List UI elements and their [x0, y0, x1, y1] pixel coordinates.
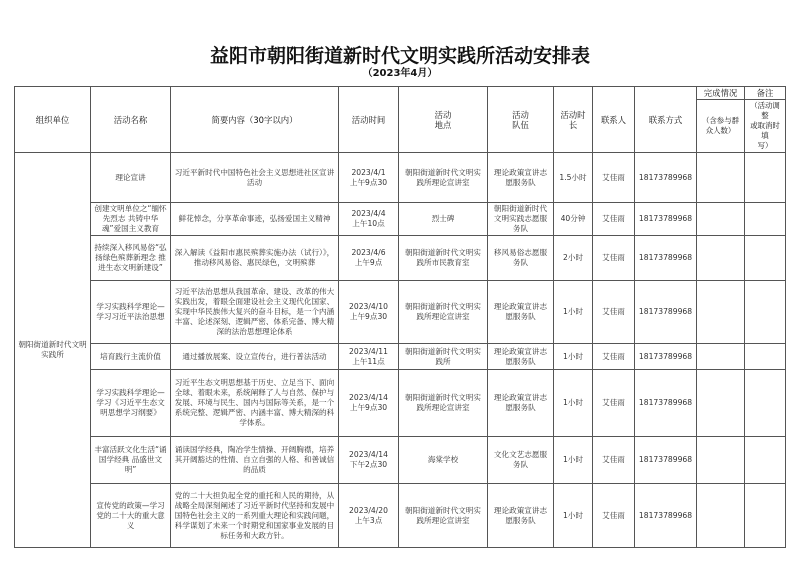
remarks: [745, 370, 786, 437]
activity-phone: 18173789968: [635, 203, 697, 236]
activity-contact: 艾佳雨: [593, 344, 635, 370]
activity-place: 朝阳街道新时代文明实践所理论宣讲室: [399, 153, 488, 203]
activity-team: 理论政策宣讲志愿服务队: [488, 370, 554, 437]
activity-phone: 18173789968: [635, 437, 697, 484]
activity-name: 学习实践科学理论—学习习近平法治思想: [91, 281, 171, 344]
activity-team: 朝阳街道新时代文明实践志愿服务队: [488, 203, 554, 236]
activity-duration: 1小时: [554, 370, 593, 437]
header-duration: 活动时 长: [554, 87, 593, 153]
activity-name: 宣传党的政策—学习党的二十大的重大意义: [91, 484, 171, 548]
completion-status: [697, 281, 745, 344]
header-status-sub: （含参与群 众人数）: [697, 100, 745, 153]
activity-name: 学习实践科学理论—学习《习近平生态文明思想学习纲要》: [91, 370, 171, 437]
activity-time: 2023/4/14 下午2点30: [339, 437, 399, 484]
activity-place: 海棠学校: [399, 437, 488, 484]
activity-time: 2023/4/14 上午9点30: [339, 370, 399, 437]
completion-status: [697, 236, 745, 281]
remarks: [745, 236, 786, 281]
activity-phone: 18173789968: [635, 344, 697, 370]
completion-status: [697, 344, 745, 370]
table-row: [15, 153, 786, 203]
remarks: [745, 153, 786, 203]
activity-name: 理论宣讲: [91, 153, 171, 203]
completion-status: [697, 437, 745, 484]
completion-status: [697, 203, 745, 236]
remarks: [745, 203, 786, 236]
activity-team: 理论政策宣讲志愿服务队: [488, 153, 554, 203]
activity-content: 诵读国学经典，陶冶学生情操、开阔胸襟，培养其开阔豁达的性情、自立自强的人格、和善诚信的品质: [171, 437, 339, 484]
header-status: 完成情况: [697, 87, 745, 100]
activity-place: 朝阳街道新时代文明实践所理论宣讲室: [399, 484, 488, 548]
activity-contact: 艾佳雨: [593, 203, 635, 236]
page-subtitle: （2023年4月）: [362, 68, 438, 79]
header-name: 活动名称: [91, 87, 171, 153]
activity-duration: 1小时: [554, 484, 593, 548]
table-row: [15, 236, 786, 281]
activity-contact: 艾佳雨: [593, 153, 635, 203]
activity-team: 文化文艺志愿服务队: [488, 437, 554, 484]
table-row: [15, 484, 786, 548]
table-row: [15, 344, 786, 370]
activity-place: 朝阳街道新时代文明实践所理论宣讲室: [399, 281, 488, 344]
activity-duration: 1小时: [554, 281, 593, 344]
activity-duration: 40分钟: [554, 203, 593, 236]
activity-team: 理论政策宣讲志愿服务队: [488, 281, 554, 344]
remarks: [745, 281, 786, 344]
activity-duration: 1.5小时: [554, 153, 593, 203]
activity-time: 2023/4/1 上午9点30: [339, 153, 399, 203]
table-row: [15, 437, 786, 484]
activity-phone: 18173789968: [635, 370, 697, 437]
org-unit: 朝阳街道新时代文明实践所: [15, 153, 91, 548]
activity-name: 创建文明单位之“缅怀先烈志 共铸中华魂”爱国主义教育: [91, 203, 171, 236]
activity-content: 党的二十大担负起全党的重托和人民的期待，从战略全局深刻阐述了习近平新时代坚持和发展中国特色社会主义的一系列重大理论和实践问题，科学谋划了未来一个时期党和国家事业发展的目标任务和大政方针。: [171, 484, 339, 548]
activity-duration: 2小时: [554, 236, 593, 281]
completion-status: [697, 370, 745, 437]
activity-name: 丰富活跃文化生活“诵国学经典 品盛世文明”: [91, 437, 171, 484]
activity-contact: 艾佳雨: [593, 370, 635, 437]
remarks: [745, 344, 786, 370]
activity-team: 理论政策宣讲志愿服务队: [488, 484, 554, 548]
activity-content: 通过播放展案、设立宣传台，进行普法活动: [171, 344, 339, 370]
activity-time: 2023/4/10 上午9点30: [339, 281, 399, 344]
activity-content: 鲜花悼念，分享革命事迹，弘扬爱国主义精神: [171, 203, 339, 236]
activity-place: 朝阳街道新时代文明实践所理论宣讲室: [399, 370, 488, 437]
activity-phone: 18173789968: [635, 153, 697, 203]
table-row: [15, 370, 786, 437]
header-contact: 联系人: [593, 87, 635, 153]
activity-contact: 艾佳雨: [593, 236, 635, 281]
activity-contact: 艾佳雨: [593, 437, 635, 484]
header-remarks: 备注: [745, 87, 786, 100]
activity-team: 理论政策宣讲志愿服务队: [488, 344, 554, 370]
activity-time: 2023/4/20 上午3点: [339, 484, 399, 548]
header-remarks-sub: （活动调整 或取消时填 写）: [745, 100, 786, 153]
header-team: 活动 队伍: [488, 87, 554, 153]
header-content: 简要内容（30字以内）: [171, 87, 339, 153]
table-row: [15, 203, 786, 236]
table-row: [15, 281, 786, 344]
activity-content: 习近平新时代中国特色社会主义思想进社区宣讲活动: [171, 153, 339, 203]
completion-status: [697, 484, 745, 548]
activity-duration: 1小时: [554, 437, 593, 484]
activity-place: 朝阳街道新时代文明实践所市民教育室: [399, 236, 488, 281]
activity-contact: 艾佳雨: [593, 281, 635, 344]
activity-content: 习近平法治思想从我国革命、建设、改革的伟大实践出发，着眼全面建设社会主义现代化国家、实现中华民族伟大复兴的奋斗目标，是一个内涵丰富、论述深刻、逻辑严密、体系完备、博大精深的法治思想理论体系: [171, 281, 339, 344]
activity-duration: 1小时: [554, 344, 593, 370]
header-org: 组织单位: [15, 87, 91, 153]
remarks: [745, 437, 786, 484]
header-phone: 联系方式: [635, 87, 697, 153]
activity-time: 2023/4/11 上午11点: [339, 344, 399, 370]
header-place: 活动 地点: [399, 87, 488, 153]
activity-contact: 艾佳雨: [593, 484, 635, 548]
activity-name: 培育践行主流价值: [91, 344, 171, 370]
activity-content: 深入解读《益阳市惠民殡葬实施办法（试行）》，推动移风易俗、惠民绿色，文明殡葬: [171, 236, 339, 281]
activity-name: 持续深入移风易俗“弘扬绿色殡葬新理念 推进生态文明新建设”: [91, 236, 171, 281]
activity-content: 习近平生态文明思想基于历史、立足当下、面向全球、着眼未来，系统阐释了人与自然、保护与发展、环境与民生、国内与国际等关系，是一个系统完整、逻辑严密、内涵丰富、博大精深的科学体系。: [171, 370, 339, 437]
completion-status: [697, 153, 745, 203]
header-time: 活动时间: [339, 87, 399, 153]
activity-time: 2023/4/6 上午9点: [339, 236, 399, 281]
activity-phone: 18173789968: [635, 236, 697, 281]
activity-phone: 18173789968: [635, 281, 697, 344]
activity-place: 烈士碑: [399, 203, 488, 236]
activity-team: 移风易俗志愿服务队: [488, 236, 554, 281]
page-title: 益阳市朝阳街道新时代文明实践所活动安排表: [209, 45, 590, 67]
activity-time: 2023/4/4 上午10点: [339, 203, 399, 236]
remarks: [745, 484, 786, 548]
activity-phone: 18173789968: [635, 484, 697, 548]
schedule-table: [14, 86, 786, 548]
activity-place: 朝阳街道新时代文明实践所: [399, 344, 488, 370]
